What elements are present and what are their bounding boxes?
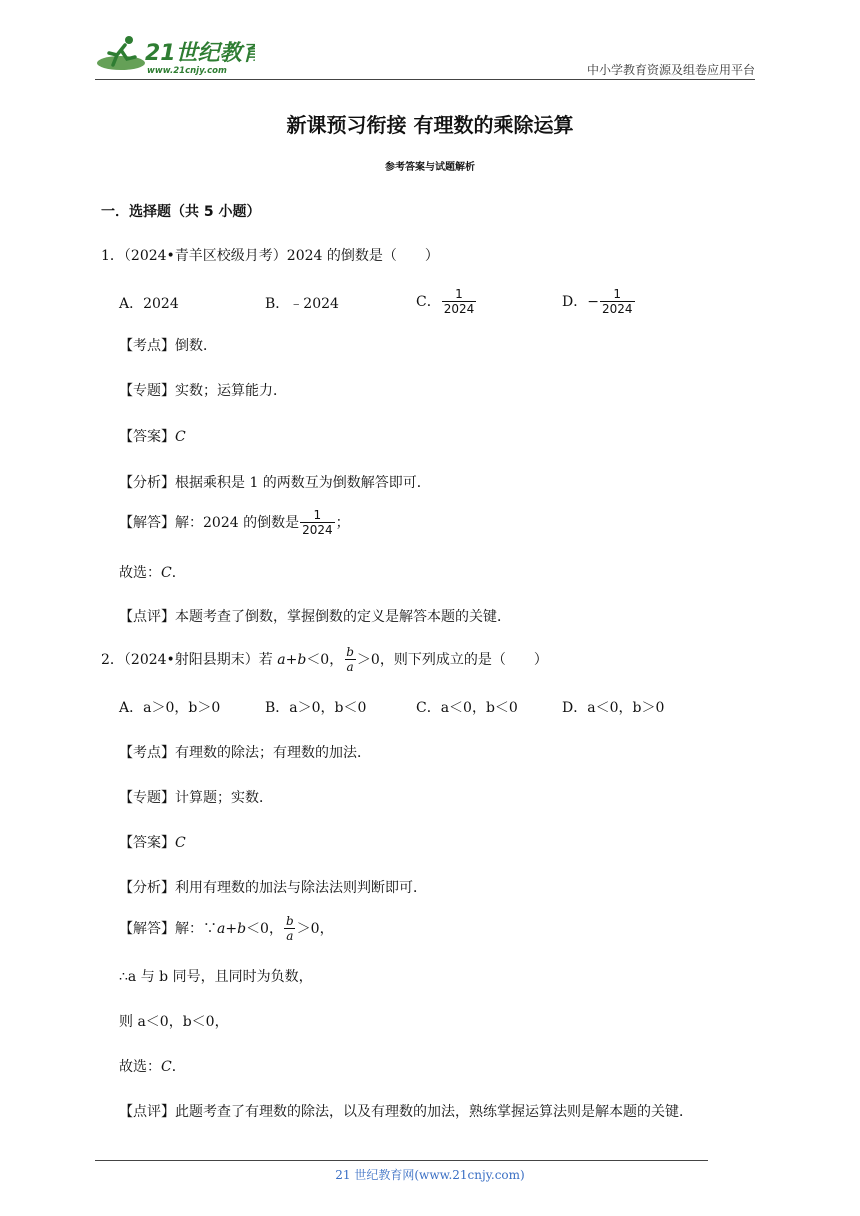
plus-sign: +	[225, 921, 238, 937]
header-rule	[95, 79, 755, 80]
q1-dianping: 【点评】本题考查了倒数，掌握倒数的定义是解答本题的关键．	[119, 609, 511, 625]
fraction-denominator: a	[346, 660, 354, 674]
q2-option-c: C．a＜0，b＜0	[416, 700, 518, 716]
fraction-numerator: 1	[613, 287, 622, 301]
q1-answer	[119, 428, 186, 446]
page-subtitle: 参考答案与试题解析	[385, 162, 475, 173]
q1-option-d-fraction	[600, 288, 635, 316]
fraction-numerator: 1	[455, 287, 463, 301]
q2-option-d: D．a＜0，b＞0	[562, 700, 665, 716]
plus-sign: +	[285, 652, 298, 668]
q1-option-c	[416, 288, 477, 316]
q2-zhuanti: 【专题】计算题；实数．	[119, 790, 273, 806]
choice-label: 故选：	[119, 1059, 161, 1075]
q2-fraction	[344, 646, 356, 674]
var-a: a	[217, 921, 226, 937]
q2-stem-suffix: ＞0，则下列成立的是（ ）	[356, 652, 548, 668]
q2-option-a: A．a＞0，b＞0	[119, 700, 221, 716]
site-logo	[95, 33, 255, 79]
q1-option-c-label: C．	[416, 294, 441, 310]
answer-value: C	[175, 835, 186, 851]
q1-zhuanti: 【专题】实数；运算能力．	[119, 383, 287, 399]
footer-rule	[95, 1160, 708, 1161]
fraction-numerator: 1	[313, 508, 322, 522]
section-heading: 一．选择题（共 5 小题）	[101, 204, 261, 220]
jieda-fraction	[300, 509, 335, 537]
q1-option-b: B．﹣2024	[265, 296, 339, 312]
q1-option-a: A．2024	[119, 296, 179, 312]
jieda-end: ＞0，	[296, 921, 334, 937]
choice-end: ．	[171, 565, 186, 581]
jieda-text: 【解答】解：∵	[119, 921, 217, 937]
q2-choice	[119, 1058, 186, 1076]
q2-dianping: 【点评】此题考查了有理数的除法，以及有理数的加法，熟练掌握运算法则是解本题的关键．	[119, 1104, 693, 1120]
q2-kaodian: 【考点】有理数的除法；有理数的加法．	[119, 745, 371, 761]
fraction-denominator: 2024	[443, 302, 475, 316]
logo-text: 21世纪教育	[145, 41, 255, 66]
q2-option-b: B．a＞0，b＜0	[265, 700, 367, 716]
fraction-numerator: b	[346, 645, 354, 659]
answer-label: 【答案】	[119, 835, 175, 851]
choice-end: ．	[171, 1059, 186, 1075]
logo-url-text: www.21cnjy.com	[147, 66, 227, 76]
less-than-zero: ＜0，	[246, 921, 283, 937]
q2-jieda	[119, 915, 334, 943]
q2-then-line: 则 a＜0，b＜0，	[119, 1014, 229, 1030]
var-a: a	[277, 652, 286, 668]
fraction-denominator: 2024	[601, 302, 633, 316]
q1-stem: 1．（2024•青羊区校级月考）2024 的倒数是（ ）	[101, 248, 439, 264]
q1-option-c-fraction	[442, 288, 477, 316]
fraction-numerator: b	[285, 914, 294, 928]
choice-value: C	[161, 565, 172, 581]
fraction-denominator: 2024	[302, 523, 333, 537]
answer-value: C	[175, 429, 186, 445]
q2-therefore-line: ∴a 与 b 同号，且同时为负数，	[119, 969, 313, 985]
jieda-end: ；	[335, 515, 350, 531]
platform-name: 中小学教育资源及组卷应用平台	[586, 63, 755, 77]
page-title: 新课预习衔接 有理数的乘除运算	[286, 113, 574, 137]
q1-option-d-label: D．−	[562, 294, 599, 310]
q2-fenxi: 【分析】利用有理数的加法与除法法则判断即可．	[119, 880, 427, 896]
less-than-zero: ＜0，	[306, 652, 344, 668]
footer-link[interactable]: 21 世纪教育网(www.21cnjy.com)	[335, 1168, 525, 1182]
fraction-denominator: a	[286, 929, 294, 943]
answer-label: 【答案】	[119, 429, 175, 445]
q1-jieda	[119, 509, 350, 537]
q1-fenxi: 【分析】根据乘积是 1 的两数互为倒数解答即可．	[119, 475, 431, 491]
q2-stem-prefix: 2．（2024•射阳县期末）若	[101, 652, 278, 668]
jieda-text: 【解答】解：2024 的倒数是	[119, 515, 300, 531]
choice-value: C	[161, 1059, 172, 1075]
choice-label: 故选：	[119, 565, 161, 581]
q1-kaodian: 【考点】倒数．	[119, 338, 217, 354]
var-b: b	[237, 921, 247, 937]
var-b: b	[297, 652, 307, 668]
jieda-fraction	[284, 915, 296, 943]
q2-answer	[119, 834, 186, 852]
q2-stem	[101, 646, 548, 674]
q1-choice	[119, 564, 186, 582]
q1-option-d	[562, 288, 636, 316]
